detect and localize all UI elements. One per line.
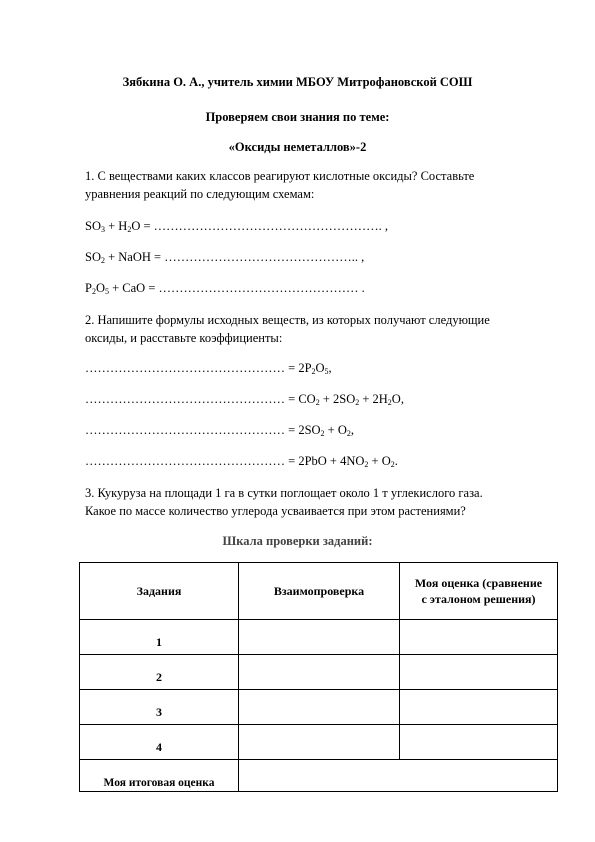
task-number-cell: 4 <box>80 725 239 760</box>
task1-text-line1: 1. С веществами каких классов реагируют кислотные оксиды? Составьте <box>85 169 475 183</box>
task2-reaction-2: ………………………………………… = $CO_2 + 2SO_2 + 2H_2O$, <box>85 392 404 407</box>
peer-review-cell[interactable] <box>239 620 400 655</box>
self-assessment-cell[interactable] <box>400 620 558 655</box>
task3-text-line1: 3. Кукуруза на площади 1 га в сутки поглощает около 1 т углекислого газа. <box>85 486 483 500</box>
task-number-cell: 3 <box>80 690 239 725</box>
table-row <box>80 725 558 760</box>
task2-reaction-4: ………………………………………… = $2PbO + 4NO_2 + O_2$. <box>85 454 398 469</box>
peer-review-cell[interactable] <box>239 725 400 760</box>
table-row <box>80 620 558 655</box>
header-tasks: Задания <box>80 563 239 620</box>
task1-equation-2: $SO_2$ + NaOH = ……………………………………….. , <box>85 250 365 265</box>
worksheet-subtitle: Проверяем свои знания по теме: <box>205 110 390 124</box>
self-assessment-cell[interactable] <box>400 725 558 760</box>
peer-review-cell[interactable] <box>239 655 400 690</box>
table-header-row <box>80 563 558 620</box>
peer-review-cell[interactable] <box>239 690 400 725</box>
task-number-cell: 2 <box>80 655 239 690</box>
task2-reaction-3: ………………………………………… = $2SO_2 + O_2$, <box>85 423 354 438</box>
final-grade-row <box>80 760 558 792</box>
table-row <box>80 690 558 725</box>
scale-title: Шкала проверки заданий: <box>222 534 373 548</box>
task3-text-line2: Какое по массе количество углерода усваивается при этом растениями? <box>85 504 466 518</box>
header-self-assessment: Моя оценка (сравнение с эталоном решения) <box>400 563 558 620</box>
task1-text-line2: уравнения реакций по следующим схемам: <box>85 187 315 201</box>
task-number-cell: 1 <box>80 620 239 655</box>
task2-text-line1: 2. Напишите формулы исходных веществ, из которых получают следующие <box>85 313 490 327</box>
task1-equation-3: $P_2O_5$ + CaO = ………………………………………… . <box>85 281 365 296</box>
assessment-table <box>79 562 558 792</box>
task2-text-line2: оксиды, и расставьте коэффициенты: <box>85 331 283 345</box>
author-line: Зябкина О. А., учитель химии МБОУ Митрофановской СОШ <box>122 75 473 89</box>
self-assessment-cell[interactable] <box>400 690 558 725</box>
self-assessment-cell[interactable] <box>400 655 558 690</box>
task2-reaction-1: ………………………………………… = $2P_2O_5$, <box>85 361 332 376</box>
worksheet-topic: «Оксиды неметаллов»-2 <box>228 140 367 154</box>
final-grade-label: Моя итоговая оценка <box>80 760 239 792</box>
final-grade-cell[interactable] <box>239 760 558 792</box>
task1-equation-1: $SO_3 + H_2O$ = ………………………………………………. , <box>85 219 389 234</box>
header-peer-review: Взаимопроверка <box>239 563 400 620</box>
table-row <box>80 655 558 690</box>
